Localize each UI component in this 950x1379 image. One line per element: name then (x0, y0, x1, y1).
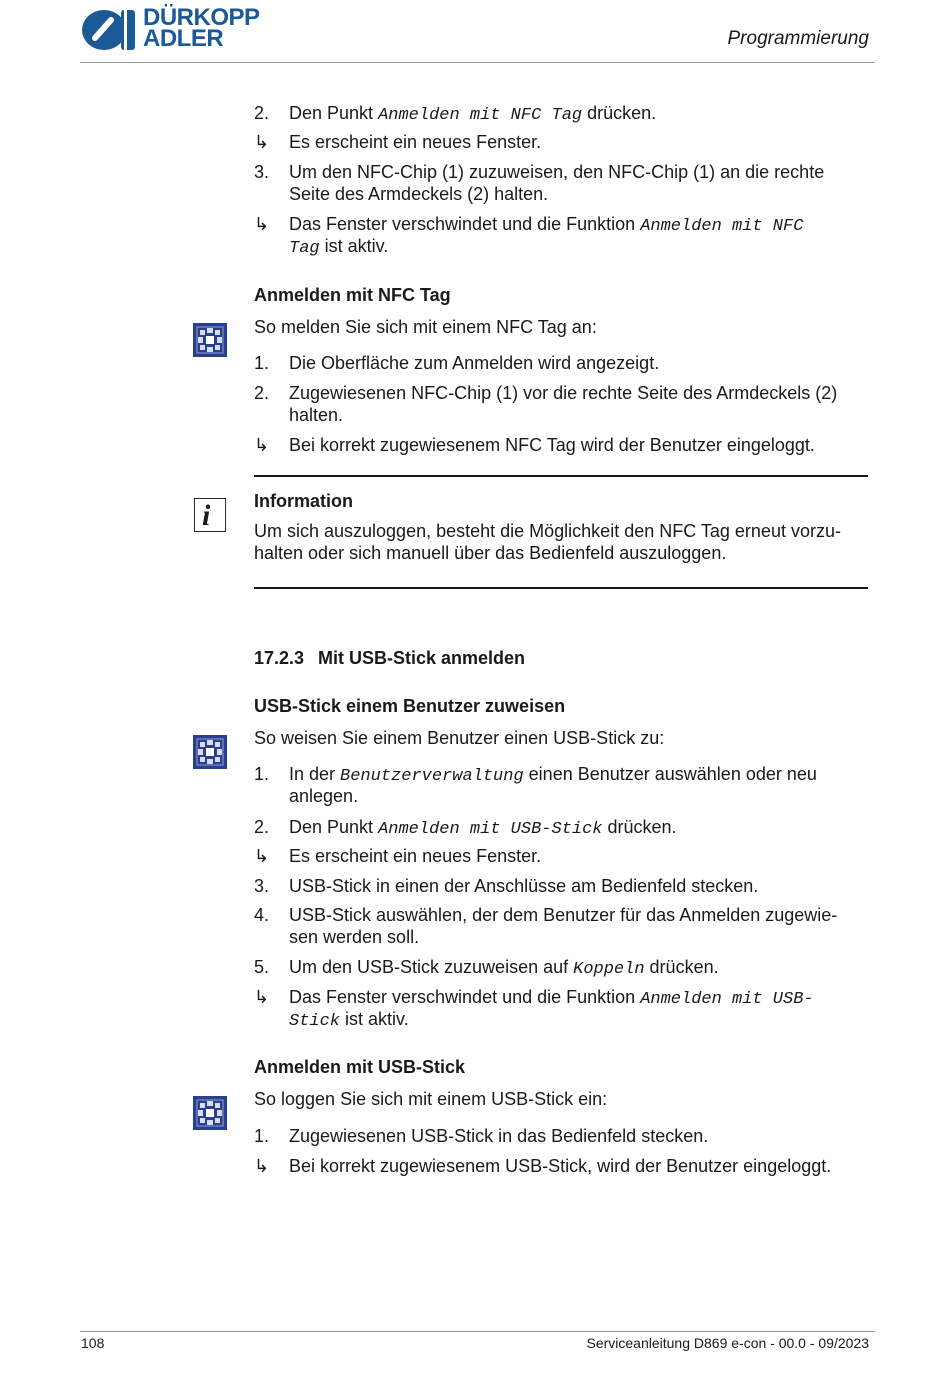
result-arrow-icon: ↳ (254, 435, 270, 455)
step-text: Das Fenster verschwindet und die Funktion Anmelden mit USB- (289, 987, 814, 1009)
step-text-continued: Seite des Armdeckels (2) halten. (289, 184, 549, 204)
step-number: 5. (254, 957, 270, 977)
info-text-line2: halten oder sich manuell über das Bedienfeld auszuloggen. (254, 543, 727, 563)
step-text-continued: Tag ist aktiv. (289, 236, 389, 258)
result-arrow-icon: ↳ (254, 132, 270, 152)
step-number: 3. (254, 162, 270, 182)
result-arrow-icon: ↳ (254, 987, 270, 1007)
logo-mark-icon (81, 8, 139, 52)
step-text: Das Fenster verschwindet und die Funktion Anmelden mit NFC (289, 214, 804, 236)
step-text: Um den NFC-Chip (1) zuzuweisen, den NFC-Chip (1) an die rechte (289, 162, 825, 182)
step-text: Bei korrekt zugewiesenem USB-Stick, wird der Benutzer eingeloggt. (289, 1156, 832, 1176)
usb-assign-intro: So weisen Sie einem Benutzer einen USB-Stick zu: (254, 728, 665, 748)
step-text-continued: halten. (289, 405, 344, 425)
nfc-login-intro: So melden Sie sich mit einem NFC Tag an: (254, 317, 597, 337)
step-text: Zugewiesenen NFC-Chip (1) vor die rechte Seite des Armdeckels (2) (289, 383, 838, 403)
logo-line1: DÜRKOPP (143, 4, 260, 31)
step-number: 2. (254, 383, 270, 403)
step-text: Es erscheint ein neues Fenster. (289, 132, 542, 152)
page-header-title: Programmierung (727, 28, 869, 49)
info-top-rule (254, 475, 868, 477)
step-number: 1. (254, 764, 270, 784)
section-number: 17.2.3 (254, 648, 305, 668)
programming-icon (193, 1096, 227, 1130)
info-text-line1: Um sich auszuloggen, besteht die Möglichkeit den NFC Tag erneut vorzu- (254, 521, 841, 541)
ui-term: Anmelden mit USB-Stick (378, 820, 603, 839)
step-text: Bei korrekt zugewiesenem NFC Tag wird der Benutzer eingeloggt. (289, 435, 815, 455)
info-heading: Information (254, 491, 353, 511)
footer-rule (80, 1331, 875, 1332)
step-text: Zugewiesenen USB-Stick in das Bedienfeld stecken. (289, 1126, 709, 1146)
step-text-continued: Stick ist aktiv. (289, 1009, 409, 1031)
ui-term: Benutzerverwaltung (340, 767, 524, 786)
nfc-login-heading: Anmelden mit NFC Tag (254, 285, 451, 305)
usb-login-heading: Anmelden mit USB-Stick (254, 1057, 466, 1077)
step-number: 2. (254, 817, 270, 837)
page-number: 108 (81, 1335, 105, 1351)
step-text: USB-Stick in einen der Anschlüsse am Bedienfeld stecken. (289, 876, 759, 896)
step-text-continued: anlegen. (289, 786, 359, 806)
ui-term: Tag (289, 239, 320, 258)
info-bottom-rule (254, 587, 868, 589)
ui-term: Anmelden mit NFC (640, 217, 804, 236)
duerkopp-adler-logo (81, 4, 271, 54)
ui-term: Anmelden mit NFC Tag (378, 106, 583, 125)
step-text: Die Oberfläche zum Anmelden wird angezeigt. (289, 353, 660, 373)
logo-line2: ADLER (143, 25, 224, 52)
usb-assign-heading: USB-Stick einem Benutzer zuweisen (254, 696, 566, 716)
step-text: Den Punkt Anmelden mit USB-Stick drücken. (289, 817, 677, 839)
step-text: Um den USB-Stick zuzuweisen auf Koppeln drücken. (289, 957, 719, 979)
step-text-continued: sen werden soll. (289, 927, 420, 947)
ui-term: Koppeln (573, 960, 645, 979)
step-number: 2. (254, 103, 270, 123)
information-icon-letter: i (202, 499, 211, 532)
result-arrow-icon: ↳ (254, 214, 270, 234)
ui-term: Anmelden mit USB- (640, 990, 814, 1009)
result-arrow-icon: ↳ (254, 1156, 270, 1176)
programming-icon (193, 735, 227, 769)
programming-icon (193, 323, 227, 357)
step-number: 1. (254, 1126, 270, 1146)
section-title: Mit USB-Stick anmelden (318, 648, 526, 668)
step-text: In der Benutzerverwaltung einen Benutzer auswählen oder neu (289, 764, 817, 786)
step-number: 4. (254, 905, 270, 925)
step-text: Es erscheint ein neues Fenster. (289, 846, 542, 866)
ui-term: Stick (289, 1012, 341, 1031)
footer-doc-title: Serviceanleitung D869 e-con - 00.0 - 09/2023 (586, 1335, 869, 1351)
step-text: USB-Stick auswählen, der dem Benutzer für das Anmelden zugewie- (289, 905, 838, 925)
header-rule (80, 62, 875, 63)
usb-login-intro: So loggen Sie sich mit einem USB-Stick ein: (254, 1089, 608, 1109)
result-arrow-icon: ↳ (254, 846, 270, 866)
step-number: 1. (254, 353, 270, 373)
step-text: Den Punkt Anmelden mit NFC Tag drücken. (289, 103, 657, 125)
step-number: 3. (254, 876, 270, 896)
